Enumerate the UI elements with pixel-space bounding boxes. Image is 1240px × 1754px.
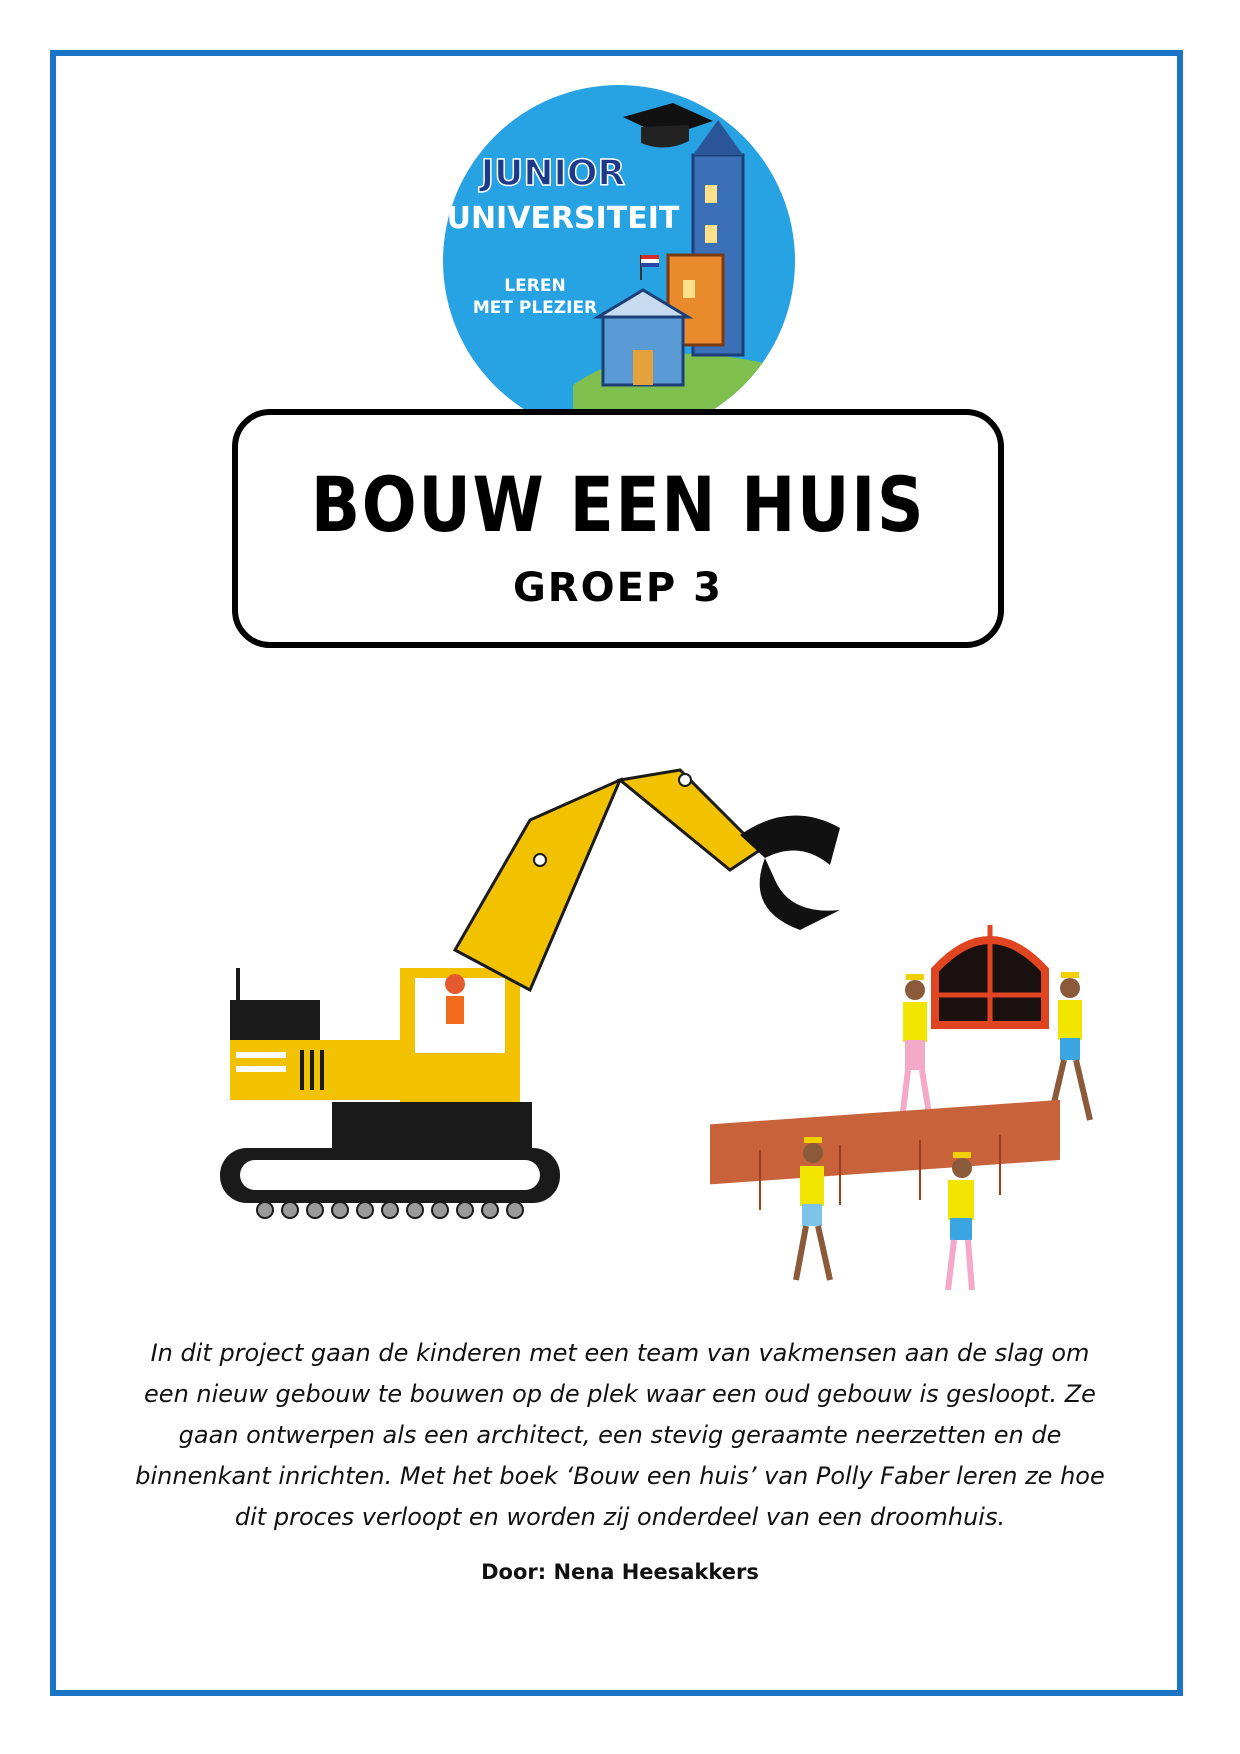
- grade-label: GROEP 3: [512, 565, 724, 611]
- logo-line-3: LEREN: [504, 276, 566, 296]
- workers-window-illustration: [902, 925, 1090, 1120]
- page-title: BOUW EEN HUIS: [310, 460, 926, 549]
- title-box: [232, 409, 1004, 648]
- junior-universiteit-logo: [443, 85, 795, 437]
- logo-line-2: UNIVERSITEIT: [446, 201, 680, 236]
- logo-line-1: JUNIOR: [480, 153, 626, 194]
- logo-line-4: MET PLEZIER: [472, 298, 598, 318]
- workers-wall-illustration: [710, 1100, 1060, 1290]
- author-credit: Door: Nena Heesakkers: [481, 1560, 759, 1584]
- intro-paragraph: In dit project gaan de kinderen met een team van vakmensen aan de slag om een nieuw gebouw te bouwen op de plek waar een oud gebouw is gesloopt. Ze gaan ontwerpen als een architect, een stevig geraamte neerzetten en de binnenkant inrichten. Met het boek ‘Bouw een huis’ van Polly Faber leren ze hoe dit proces verloopt en worden zij onderdeel van een droomhuis.: [135, 1339, 1105, 1531]
- construction-illustration: [200, 740, 1140, 1300]
